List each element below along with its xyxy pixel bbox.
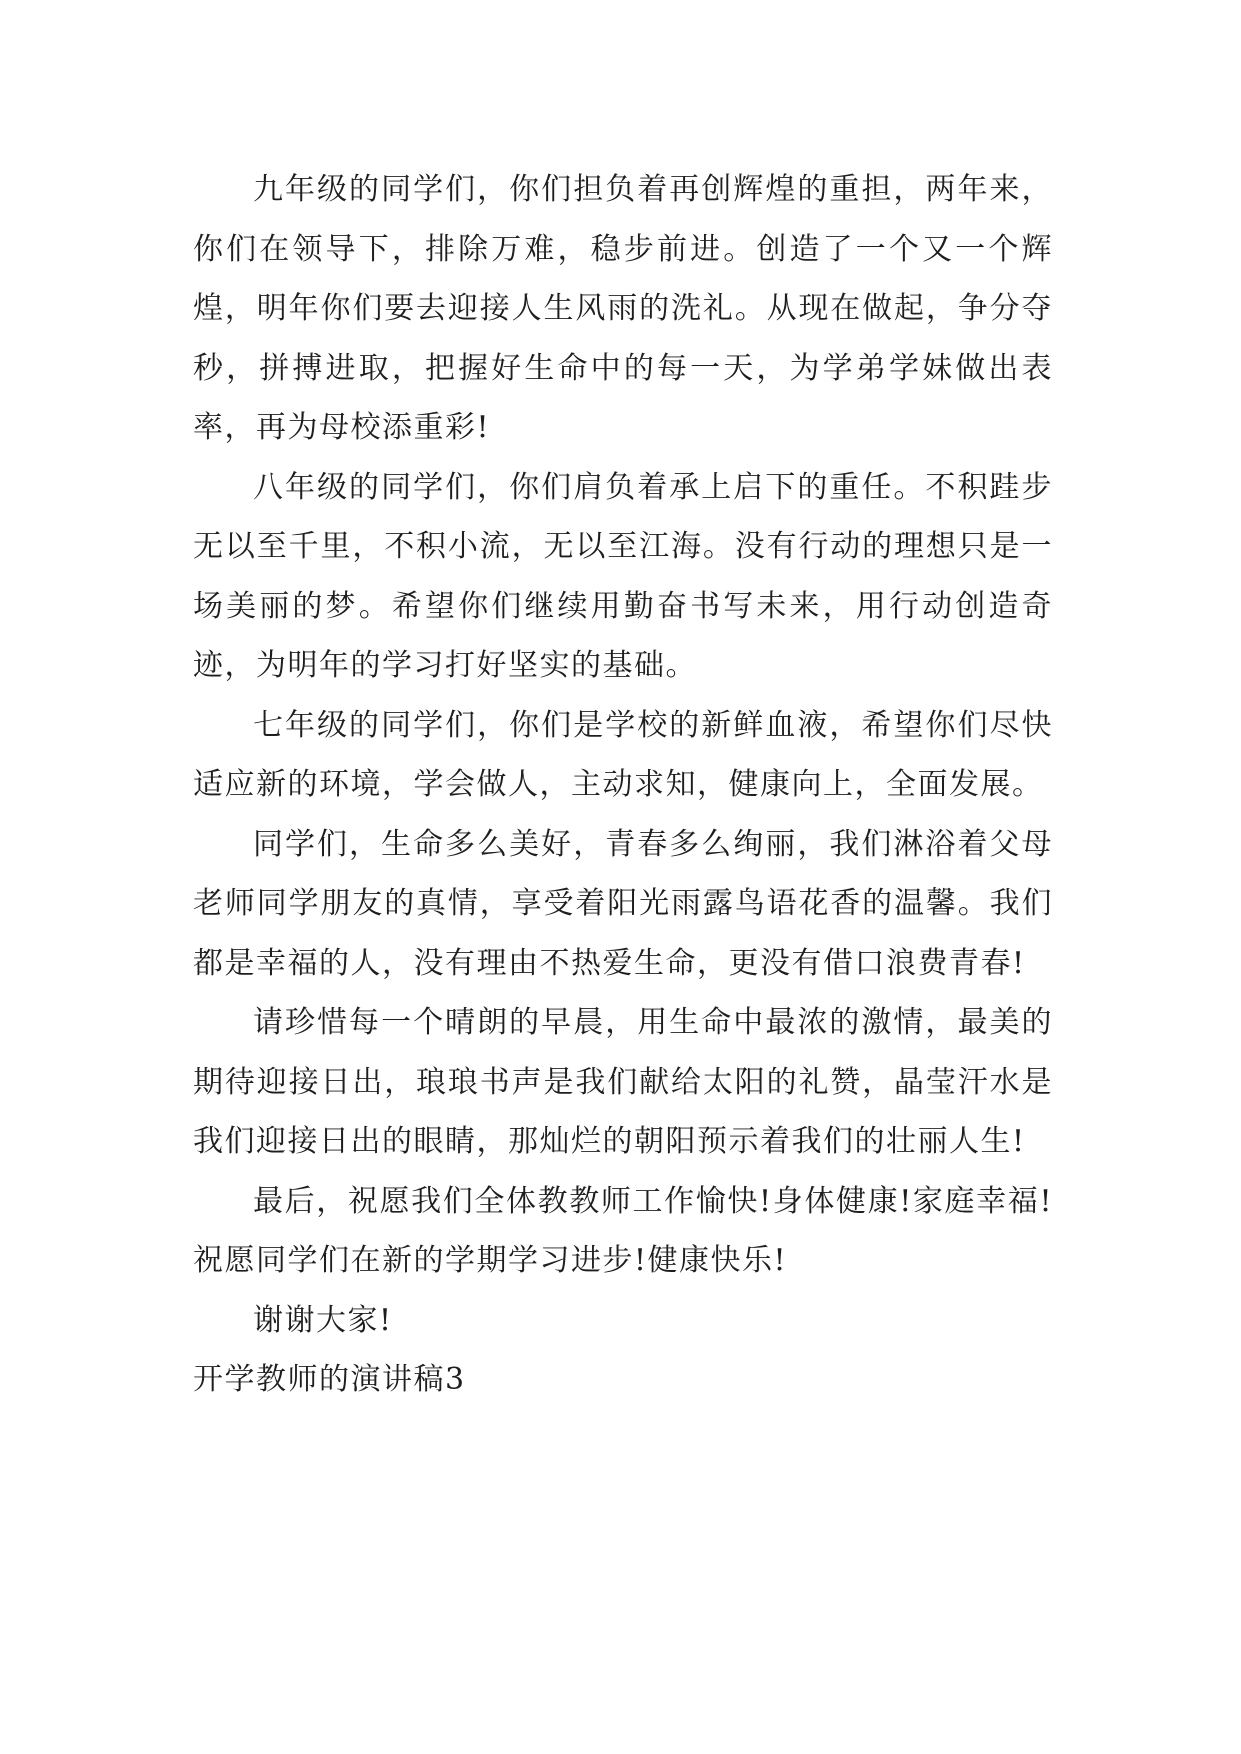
paragraph-wishes: 最后，祝愿我们全体教教师工作愉快!身体健康!家庭幸福!祝愿同学们在新的学期学习进步!健康快乐! xyxy=(193,1183,1053,1278)
paragraph-thanks: 谢谢大家! xyxy=(253,1302,393,1338)
paragraph-grade-seven: 七年级的同学们，你们是学校的新鲜血液，希望你们尽快适应新的环境，学会做人，主动求知，健康向上，全面发展。 xyxy=(193,707,1053,802)
paragraph-students: 同学们，生命多么美好，青春多么绚丽，我们淋浴着父母老师同学朋友的真情，享受着阳光雨露鸟语花香的温馨。我们都是幸福的人，没有理由不热爱生命，更没有借口浪费青春! xyxy=(193,826,1053,981)
paragraph-grade-nine: 九年级的同学们，你们担负着再创辉煌的重担，两年来，你们在领导下，排除万难，稳步前进。创造了一个又一个辉煌，明年你们要去迎接人生风雨的洗礼。从现在做起，争分夺秒，拼搏进取，把握好生命中的每一天，为学弟学妹做出表率，再为母校添重彩! xyxy=(193,172,1053,445)
paragraph-cherish: 请珍惜每一个晴朗的早晨，用生命中最浓的激情，最美的期待迎接日出，琅琅书声是我们献给太阳的礼赞，晶莹汗水是我们迎接日出的眼睛，那灿烂的朝阳预示着我们的壮丽人生! xyxy=(193,1005,1053,1159)
next-section-heading: 开学教师的演讲稿3 xyxy=(193,1362,466,1397)
paragraph-grade-eight: 八年级的同学们，你们肩负着承上启下的重任。不积跬步无以至千里，不积小流，无以至江海。没有行动的理想只是一场美丽的梦。希望你们继续用勤奋书写未来，用行动创造奇迹，为明年的学习打好坚实的基础。 xyxy=(193,469,1053,683)
document-body xyxy=(193,160,1053,1410)
